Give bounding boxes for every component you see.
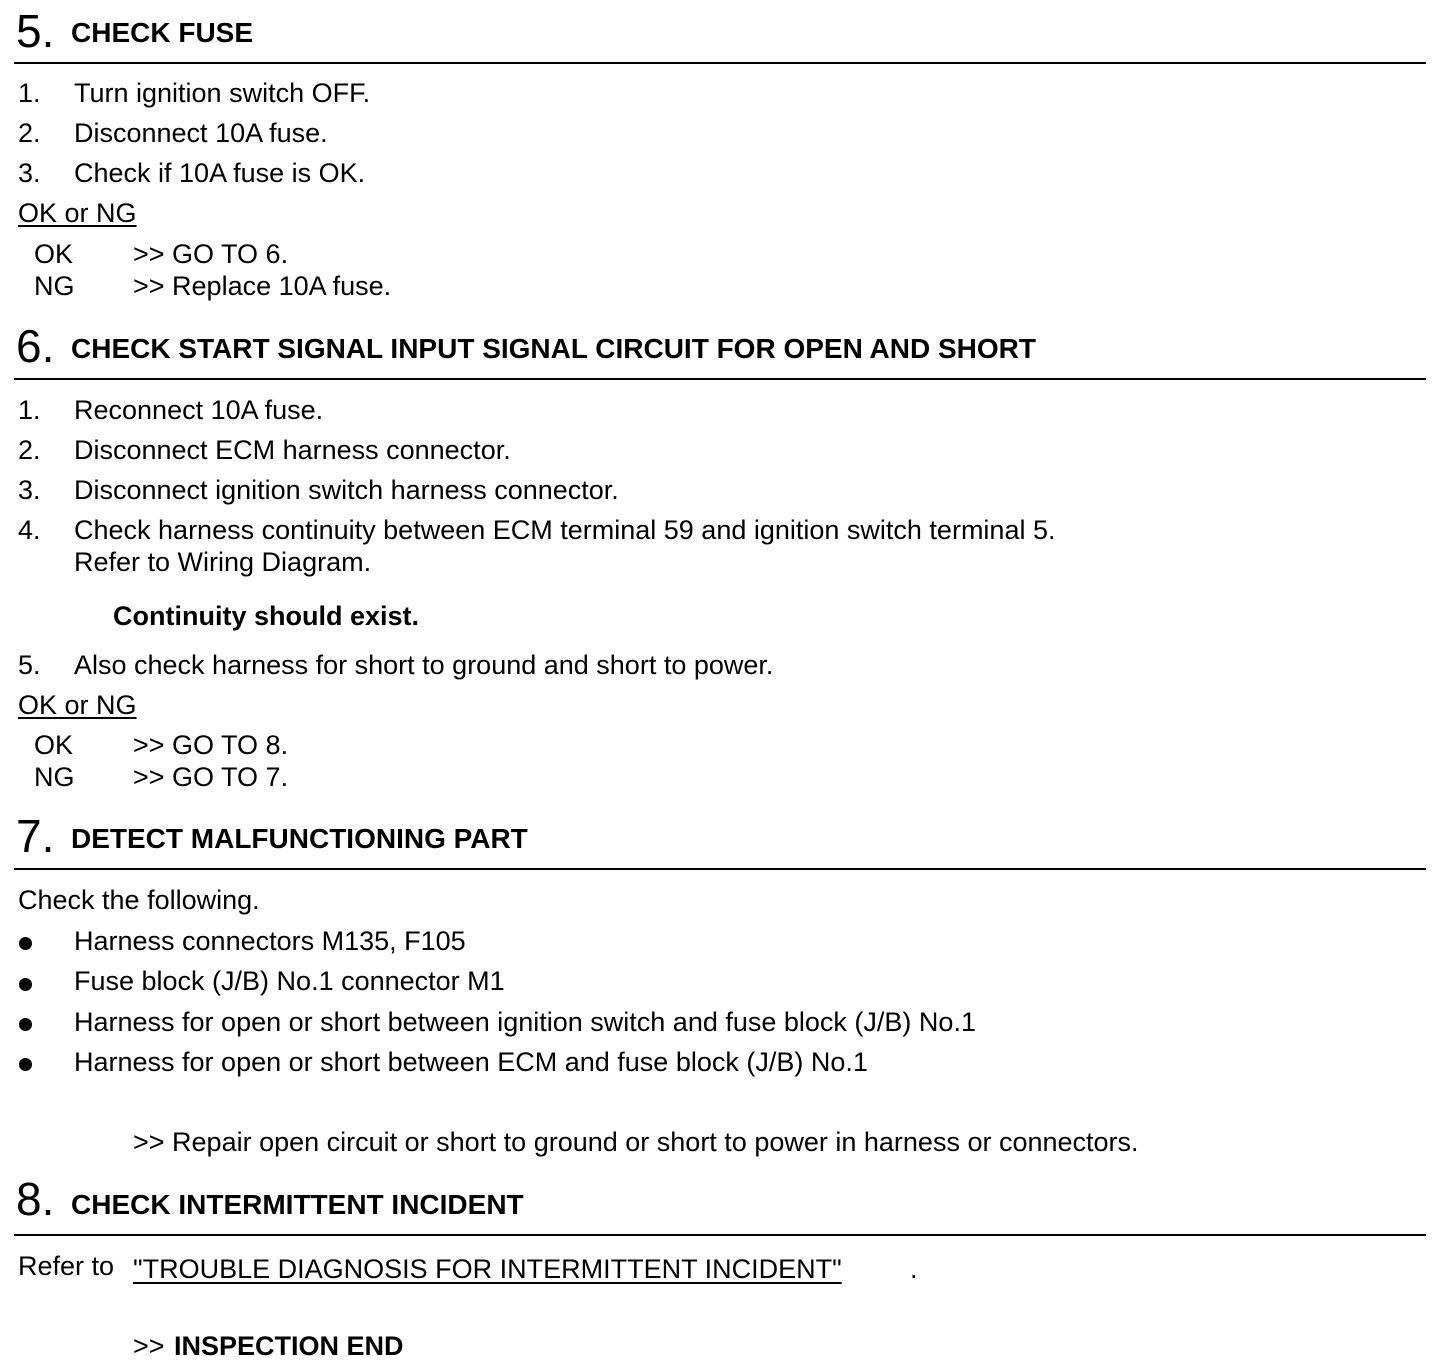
step6-result-ng-key: NG [34,762,75,792]
step8-number: 8. [16,1173,55,1225]
step5-divider [14,62,1426,64]
step6-title: CHECK START SIGNAL INPUT SIGNAL CIRCUIT FOR OPEN AND SHORT [71,333,1036,364]
step7-bullet-1: Harness connectors M135, F105 [74,926,466,956]
step8-end-arrow: >> [133,1331,165,1361]
step6-item-3-num: 3. [18,475,41,505]
step5-item-1-num: 1. [18,78,41,108]
step5-item-3-num: 3. [18,158,41,188]
step6-item-4-reference: Refer to Wiring Diagram. [74,547,372,577]
step7-bullet-4: Harness for open or short between ECM and fuse block (J/B) No.1 [74,1047,868,1077]
step5-result-ok-key: OK [34,239,74,269]
step6-item-2-text: Disconnect ECM harness connector. [74,435,511,465]
step6-number: 6. [16,320,55,372]
inspection-end-label: INSPECTION END [174,1331,404,1361]
step8-refer-prefix: Refer to [18,1251,115,1281]
step7-repair-action: >> Repair open circuit or short to ground or short to power in harness or connectors. [133,1127,1139,1157]
step5-result-ng-key: NG [34,271,75,301]
step8-title: CHECK INTERMITTENT INCIDENT [71,1189,524,1220]
step5-result-ng-action: >> Replace 10A fuse. [133,271,392,301]
step6-item-4-num: 4. [18,515,41,545]
step6-result-label: OK or NG [18,690,137,720]
step5-result-label: OK or NG [18,198,137,228]
step7-bullet-2: Fuse block (J/B) No.1 connector M1 [74,966,505,996]
bullet-icon [19,978,32,991]
step7-title: DETECT MALFUNCTIONING PART [71,823,528,854]
step5-result-ok-action: >> GO TO 6. [133,239,289,269]
step6-result-ok-key: OK [34,730,74,760]
step5-item-2-num: 2. [18,118,41,148]
step6-item-5-text: Also check harness for short to ground and short to power. [74,650,774,680]
bullet-icon [19,937,32,950]
bullet-icon [19,1058,32,1071]
step7-intro: Check the following. [18,885,260,915]
step5-item-2-text: Disconnect 10A fuse. [74,118,328,148]
step6-result-ok-action: >> GO TO 8. [133,730,289,760]
step6-continuity-note: Continuity should exist. [113,601,420,631]
step6-item-4-text: Check harness continuity between ECM terminal 59 and ignition switch terminal 5. [74,515,1056,545]
bullet-icon [19,1018,32,1031]
step7-bullet-3: Harness for open or short between ignition switch and fuse block (J/B) No.1 [74,1007,976,1037]
step6-result-ng-action: >> GO TO 7. [133,762,289,792]
step6-item-2-num: 2. [18,435,41,465]
step5-item-1-text: Turn ignition switch OFF. [74,78,371,108]
step6-item-3-text: Disconnect ignition switch harness connector. [74,475,619,505]
step5-title: CHECK FUSE [71,17,254,48]
step8-refer-suffix: . [910,1254,918,1284]
step6-item-5-num: 5. [18,650,41,680]
step6-item-1-num: 1. [18,395,41,425]
step6-item-1-text: Reconnect 10A fuse. [74,395,324,425]
step5-number: 5. [16,5,55,57]
step6-divider [14,378,1426,380]
step5-item-3-text: Check if 10A fuse is OK. [74,158,366,188]
step7-divider [14,868,1426,870]
step8-divider [14,1234,1426,1236]
step7-number: 7. [16,810,55,862]
trouble-diagnosis-link[interactable]: "TROUBLE DIAGNOSIS FOR INTERMITTENT INCIDENT" [133,1254,842,1284]
